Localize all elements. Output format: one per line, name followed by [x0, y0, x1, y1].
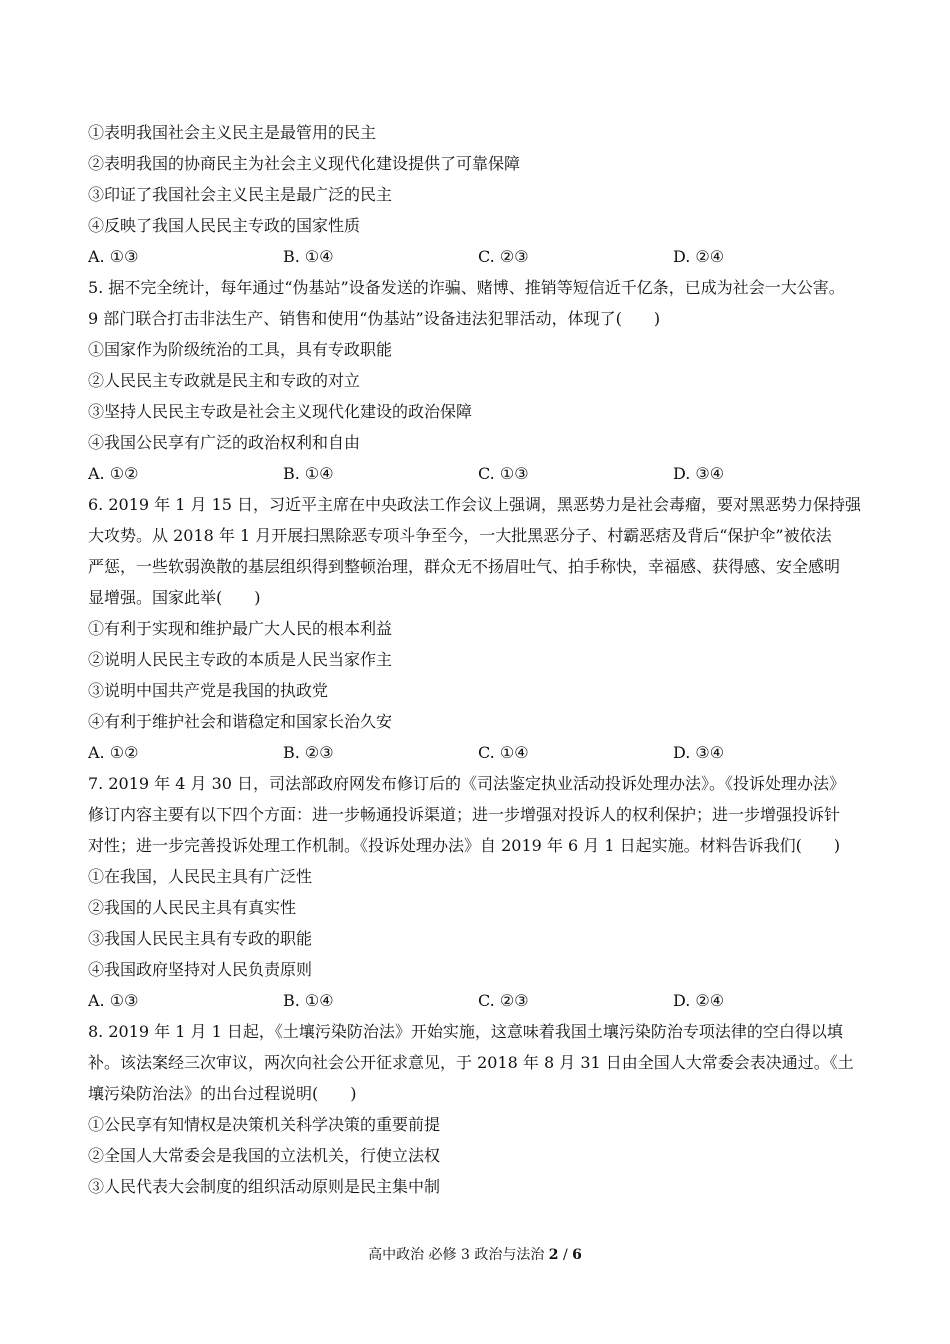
answer-option: C. ②③	[478, 247, 529, 266]
statement-item: ③坚持人民民主专政是社会主义现代化建设的政治保障	[88, 402, 473, 421]
question-stem-line: 5. 据不完全统计，每年通过“伪基站”设备发送的诈骗、赌博、推销等短信近千亿条，已成为社会一大公害。	[88, 278, 845, 297]
statement-item: ④有利于维护社会和谐稳定和国家长治久安	[88, 712, 393, 731]
statement-item: ④反映了我国人民民主专政的国家性质	[88, 216, 361, 235]
answer-option: B. ①④	[283, 247, 334, 266]
statement-item: ③人民代表大会制度的组织活动原则是民主集中制	[88, 1177, 441, 1196]
answer-option: A. ①③	[88, 991, 139, 1010]
answer-option: B. ②③	[283, 743, 334, 762]
footer-page-sep: /	[558, 1247, 573, 1263]
answer-option: B. ①④	[283, 991, 334, 1010]
question-stem-line: 对性；进一步完善投诉处理工作机制。《投诉处理办法》自 2019 年 6 月 1 日起实施。材料告诉我们( )	[88, 836, 841, 855]
statement-item: ④我国公民享有广泛的政治权利和自由	[88, 433, 361, 452]
answer-option: D. ②④	[673, 991, 725, 1010]
statement-item: ①在我国，人民民主具有广泛性	[88, 867, 313, 886]
question-stem-line: 8. 2019 年 1 月 1 日起，《土壤污染防治法》开始实施，这意味着我国土壤污染防治专项法律的空白得以填	[88, 1022, 843, 1041]
answer-option: C. ②③	[478, 991, 529, 1010]
statement-item: ②人民民主专政就是民主和专政的对立	[88, 371, 361, 390]
statement-item: ②说明人民民主专政的本质是人民当家作主	[88, 650, 393, 669]
question-stem-line: 修订内容主要有以下四个方面：进一步畅通投诉渠道；进一步增强对投诉人的权利保护；进一步增强投诉针	[88, 805, 841, 824]
statement-item: ①公民享有知情权是决策机关科学决策的重要前提	[88, 1115, 441, 1134]
answer-option: A. ①②	[88, 743, 139, 762]
statement-item: ①有利于实现和维护最广大人民的根本利益	[88, 619, 393, 638]
footer-page-current: 2	[548, 1247, 559, 1263]
statement-item: ②我国的人民民主具有真实性	[88, 898, 297, 917]
question-stem-line: 补。该法案经三次审议，两次向社会公开征求意见，于 2018 年 8 月 31 日由全国人大常委会表决通过。《土	[88, 1053, 854, 1072]
answer-option: A. ①③	[88, 247, 139, 266]
question-stem-line: 大攻势。从 2018 年 1 月开展扫黑除恶专项斗争至今，一大批黑恶分子、村霸恶痞及背后“保护伞”被依法	[88, 526, 832, 545]
answer-option: A. ①②	[88, 464, 139, 483]
answer-option: D. ②④	[673, 247, 725, 266]
exam-content	[88, 117, 868, 1202]
answer-option: C. ①④	[478, 743, 529, 762]
question-stem-line: 7. 2019 年 4 月 30 日，司法部政府网发布修订后的《司法鉴定执业活动投诉处理办法》。《投诉处理办法》	[88, 774, 846, 793]
statement-item: ④我国政府坚持对人民负责原则	[88, 960, 313, 979]
options-row	[88, 985, 868, 1016]
footer-page-total: 6	[572, 1247, 582, 1263]
statement-item: ①国家作为阶级统治的工具，具有专政职能	[88, 340, 393, 359]
answer-option: D. ③④	[673, 464, 725, 483]
answer-option: C. ①③	[478, 464, 529, 483]
options-row	[88, 737, 868, 768]
statement-item: ③说明中国共产党是我国的执政党	[88, 681, 329, 700]
statement-item: ②全国人大常委会是我国的立法机关，行使立法权	[88, 1146, 441, 1165]
statement-item: ③印证了我国社会主义民主是最广泛的民主	[88, 185, 393, 204]
question-stem-line: 9 部门联合打击非法生产、销售和使用“伪基站”设备违法犯罪活动，体现了( )	[88, 309, 661, 328]
statement-item: ③我国人民民主具有专政的职能	[88, 929, 313, 948]
options-row	[88, 241, 868, 272]
page-footer	[0, 1245, 950, 1265]
question-stem-line: 显增强。国家此举( )	[88, 588, 261, 607]
answer-option: B. ①④	[283, 464, 334, 483]
footer-subject: 高中政治 必修 3 政治与法治	[368, 1247, 545, 1263]
statement-item: ①表明我国社会主义民主是最管用的民主	[88, 123, 377, 142]
options-row	[88, 458, 868, 489]
statement-item: ②表明我国的协商民主为社会主义现代化建设提供了可靠保障	[88, 154, 521, 173]
answer-option: D. ③④	[673, 743, 725, 762]
question-stem-line: 严惩，一些软弱涣散的基层组织得到整顿治理，群众无不扬眉吐气、拍手称快，幸福感、获得感、安全感明	[88, 557, 841, 576]
question-stem-line: 6. 2019 年 1 月 15 日，习近平主席在中央政法工作会议上强调，黑恶势力是社会毒瘤，要对黑恶势力保持强	[88, 495, 862, 514]
question-stem-line: 壤污染防治法》的出台过程说明( )	[88, 1084, 357, 1103]
